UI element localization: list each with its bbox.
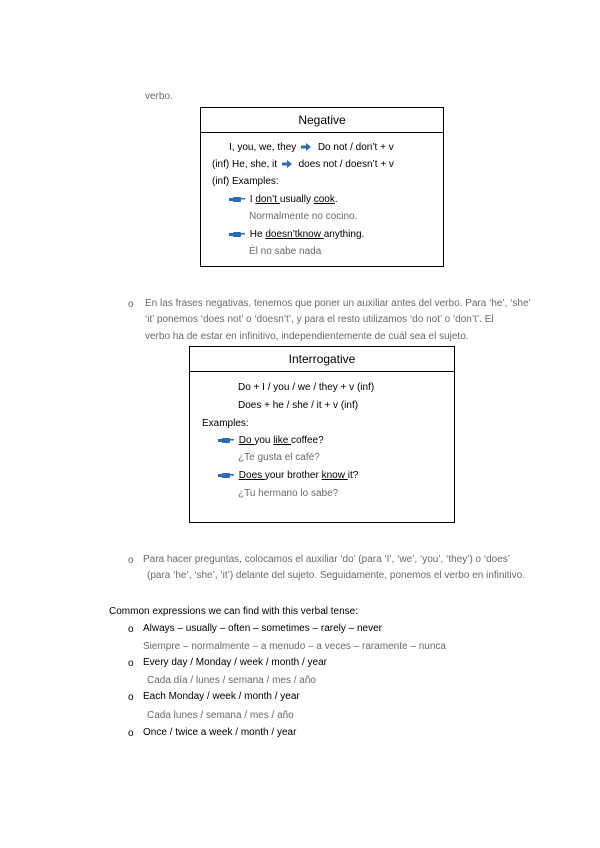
note-negative-line-2: ‘it’ ponemos ‘does not’ o ‘doesn’t’, y para el resto utilizamos ‘do not’ o ‘don’t’. El (145, 314, 494, 325)
common-item-translation: Siempre – normalmente – a menudo – a veces – raramente – nunca (143, 641, 446, 652)
negative-line-2-prefix: (inf) He, she, it (212, 159, 278, 170)
negative-title: Negative (201, 108, 443, 133)
list-bullet: o (128, 658, 134, 669)
common-item-text: Every day / Monday / week / month / year (143, 657, 327, 668)
negative-line-2-form: does not / doesn’t + v (298, 159, 394, 170)
pointing-hand-icon (218, 471, 234, 479)
arrow-right-icon (301, 143, 311, 151)
pointing-hand-icon (229, 230, 245, 238)
example-text: usually (279, 194, 314, 205)
example-underlined-text: doesn’tknow (265, 229, 324, 240)
arrow-right-icon (282, 160, 292, 168)
example-underlined-text: like (273, 435, 292, 446)
common-item-text: Each Monday / week / month / year (143, 691, 300, 702)
negative-example-2 (229, 229, 364, 240)
example-text: . (334, 194, 338, 205)
interrogative-title: Interrogative (190, 347, 454, 372)
common-item-text: Always – usually – often – sometimes – rarely – never (143, 623, 382, 634)
example-text: your brother (264, 470, 322, 481)
example-text: it? (347, 470, 359, 481)
interrogative-line-2: Does + he / she / it + v (inf) (238, 400, 359, 411)
interrogative-examples-label: Examples: (202, 418, 249, 429)
example-underlined-text: know (321, 470, 348, 481)
example-underlined-text: don’t (255, 194, 280, 205)
negative-line-2 (212, 159, 394, 170)
note-interrogative-line-2: (para ‘he’, ‘she’, ‘it’) delante del sujeto. Seguidamente, ponemos el verbo en infinitivo. (147, 570, 525, 581)
intro-fragment: verbo. (145, 91, 173, 102)
negative-line-3: (inf) Examples: (212, 176, 279, 187)
example-text: coffee? (291, 435, 324, 446)
common-item-text: Once / twice a week / month / year (143, 727, 297, 738)
interrogative-example-2 (218, 470, 358, 481)
interrogative-example-1-translation: ¿Te gusta el café? (238, 452, 320, 463)
example-underlined-text: cook (313, 194, 335, 205)
pointing-hand-icon (218, 436, 234, 444)
interrogative-box (189, 346, 455, 523)
negative-example-2-translation: Él no sabe nada (249, 246, 322, 257)
list-bullet: o (128, 692, 134, 703)
negative-line-1-form: Do not / don’t + v (317, 142, 394, 153)
list-bullet: o (128, 299, 134, 310)
interrogative-example-2-translation: ¿Tu hermano lo sabe? (238, 488, 339, 499)
note-interrogative-line-1: Para hacer preguntas, colocamos el auxiliar ‘do’ (para ‘I’, ‘we’, ‘you’, ‘they’) o ‘does’ (143, 554, 511, 565)
common-expressions-heading: Common expressions we can find with this verbal tense: (109, 606, 359, 617)
example-text: anything. (323, 229, 365, 240)
list-bullet: o (128, 555, 134, 566)
note-negative-line-3: verbo ha de estar en infinitivo, independientemente de cuál sea el sujeto. (145, 331, 469, 342)
example-text: I (249, 194, 256, 205)
example-underlined-text: Do (238, 435, 255, 446)
negative-example-1 (229, 194, 338, 205)
negative-line-1-subject: I, you, we, they (229, 142, 297, 153)
negative-line-1 (229, 142, 394, 153)
list-bullet: o (128, 728, 134, 739)
negative-box (200, 107, 444, 267)
note-negative-line-1: En las frases negativas, tenemos que poner un auxiliar antes del verbo. Para ‘he’, ‘she’ (145, 298, 531, 309)
common-item-translation: Cada día / lunes / semana / mes / año (147, 675, 316, 686)
common-item-translation: Cada lunes / semana / mes / año (147, 710, 294, 721)
interrogative-line-1: Do + I / you / we / they + v (inf) (238, 382, 375, 393)
interrogative-example-1 (218, 435, 324, 446)
negative-example-1-translation: Normalmente no cocino. (249, 211, 358, 222)
example-text: He (249, 229, 266, 240)
example-text: you (254, 435, 274, 446)
example-underlined-text: Does (238, 470, 265, 481)
list-bullet: o (128, 624, 134, 635)
pointing-hand-icon (229, 195, 245, 203)
